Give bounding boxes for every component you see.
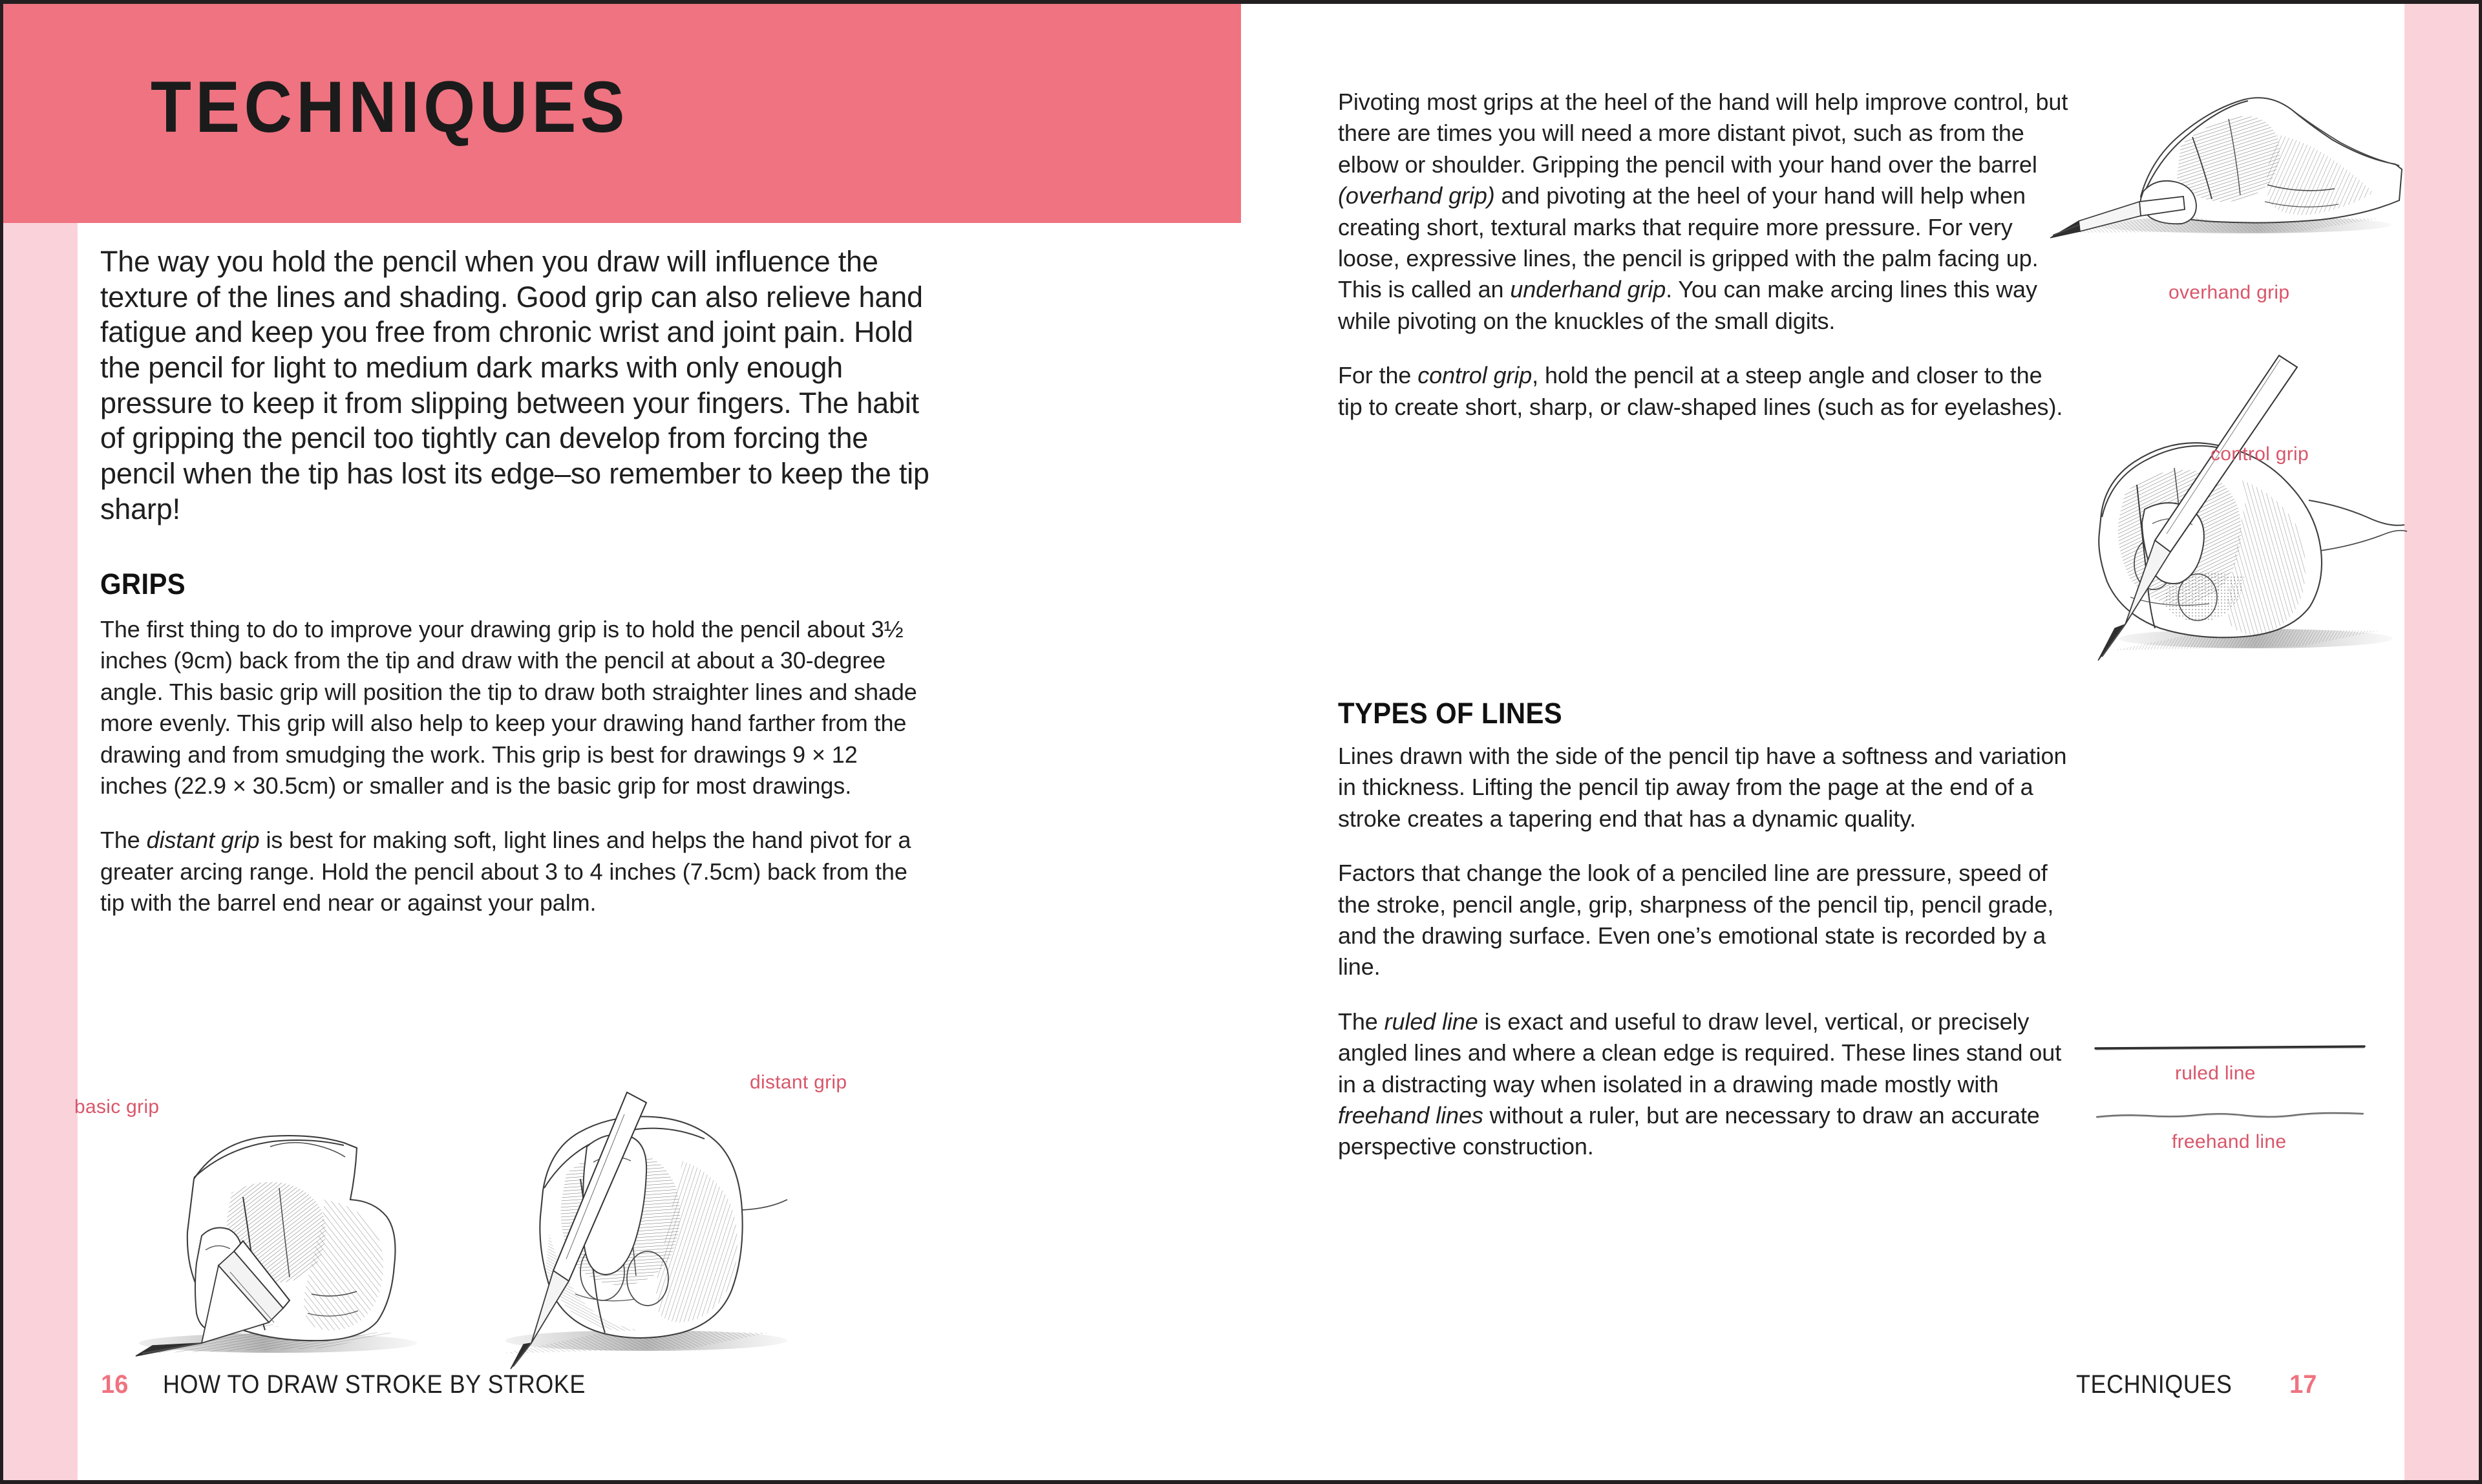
distant-grip-illustration	[433, 1077, 847, 1381]
types-of-lines-heading: TYPES OF LINES	[1338, 697, 1563, 730]
control-grip-caption: control grip	[2211, 443, 2309, 465]
grips-heading: GRIPS	[100, 567, 186, 600]
chapter-banner	[3, 4, 1241, 223]
left-page	[74, 4, 1241, 1480]
right-p1-a: Pivoting most grips at the heel of the hand will help improve control, but there are times you will need a more distant pivot, such as from the elbow or shoulder. Gripping the pencil with your hand over the barrel	[1338, 89, 2068, 178]
right-p5-a: The	[1338, 1008, 1384, 1035]
freehand-line-caption: freehand line	[2172, 1131, 2287, 1152]
right-page	[1241, 4, 2404, 1480]
right-page-folio: 17	[2289, 1370, 2317, 1399]
underhand-grip-term: underhand grip	[1510, 276, 1666, 303]
bleed-strip-right	[2404, 4, 2479, 1480]
overhand-grip-caption: overhand grip	[2169, 282, 2290, 303]
grips-paragraph-2-pre: The	[100, 827, 147, 854]
control-grip-illustration	[2075, 346, 2411, 683]
right-p5-b: is exact and useful to draw level, vertical, or precisely angled lines and where a clean edge is required. These lines stand out in a distracting way when isolated in a drawing made mostly with	[1338, 1008, 2062, 1097]
left-page-folio: 16	[101, 1370, 129, 1399]
right-paragraph-5	[1338, 1006, 2068, 1163]
overhand-grip-illustration	[2042, 62, 2404, 275]
right-page-footer	[2076, 1370, 2317, 1399]
grips-paragraph-1: The first thing to do to improve your drawing grip is to hold the pencil about 3½ inches (9cm) back from the tip and draw with the pencil at about a 30-degree angle. This basic grip will position the tip to draw both straighter lines and shade more evenly. This grip will also help to keep your drawing hand farther from the drawing and from smudging the work. This grip is best for drawings 9 × 12 inches (22.9 × 30.5cm) or smaller and is the basic grip for most drawings.	[100, 616, 917, 800]
right-p2-a: For the	[1338, 362, 1418, 389]
ruled-line-sample	[2094, 1041, 2366, 1054]
freehand-line-sample	[2094, 1108, 2366, 1122]
overhand-grip-term: (overhand grip)	[1338, 182, 1495, 209]
right-intro-block	[1338, 87, 2068, 423]
intro-paragraph: The way you hold the pencil when you draw will influence the texture of the lines and shading. Good grip can also relieve hand fatigue and keep you free from chronic wrist and joint pain. Hold the pencil for light to medium dark marks with only enough pressure to keep it from slipping between your fingers. The habit of gripping the pencil too tightly can develop from forcing the pencil when the tip has lost its edge–so remember to keep the tip sharp!	[100, 245, 929, 525]
right-paragraph-3: Lines drawn with the side of the pencil tip have a softness and variation in thickness. Lifting the pencil tip away from the page at the end of a stroke creates a tapering end that has a dynamic quality.	[1338, 743, 2067, 832]
chapter-title: TECHNIQUES	[151, 67, 629, 147]
left-page-footer	[100, 1370, 632, 1399]
ruled-line-caption: ruled line	[2175, 1063, 2256, 1084]
right-p1-c: . You can make arcing lines this way while pivoting on the knuckles of the small digits.	[1338, 276, 2037, 334]
distant-grip-term: distant grip	[146, 827, 260, 854]
basic-grip-caption: basic grip	[74, 1096, 160, 1118]
control-grip-term: control grip	[1417, 362, 1533, 389]
right-p1-b: and pivoting at the heel of your hand will help when creating short, textural marks that require more pressure. For very loose, expressive lines, the pencil is gripped with the palm facing up. This is called an	[1338, 182, 2039, 303]
right-paragraph-4: Factors that change the look of a penciled line are pressure, speed of the stroke, pencil angle, grip, sharpness of the pencil tip, pencil grade, and the drawing surface. Even one’s emotional state is recorded by a line.	[1338, 860, 2054, 980]
right-p5-c: without a ruler, but are necessary to draw an accurate perspective construction.	[1338, 1102, 2040, 1160]
right-paragraph-1	[1338, 87, 2068, 337]
bleed-strip-left	[3, 4, 78, 1480]
grips-paragraph-2-post: is best for making soft, light lines and helps the hand pivot for a greater arcing range. Hold the pencil about 3 to 4 inches (7.5cm) back from the tip with the barrel end near or against your palm.	[100, 827, 911, 917]
distant-grip-caption: distant grip	[750, 1072, 847, 1093]
right-paragraph-2	[1338, 360, 2068, 423]
types-of-lines-body	[1338, 741, 2068, 1163]
page-edge-right	[2479, 0, 2482, 1484]
right-page-running-head: TECHNIQUES	[2076, 1370, 2233, 1399]
freehand-lines-term: freehand lines	[1338, 1102, 1483, 1129]
page-edge-bottom	[0, 1480, 2482, 1484]
right-p2-b: , hold the pencil at a steep angle and closer to the tip to create short, sharp, or claw-shaped lines (such as for eyelashes).	[1338, 362, 2063, 420]
left-page-running-head: HOW TO DRAW STROKE BY STROKE	[162, 1370, 586, 1399]
grips-paragraph-2	[100, 825, 921, 918]
ruled-line-term: ruled line	[1384, 1008, 1478, 1035]
grips-body	[100, 614, 921, 919]
